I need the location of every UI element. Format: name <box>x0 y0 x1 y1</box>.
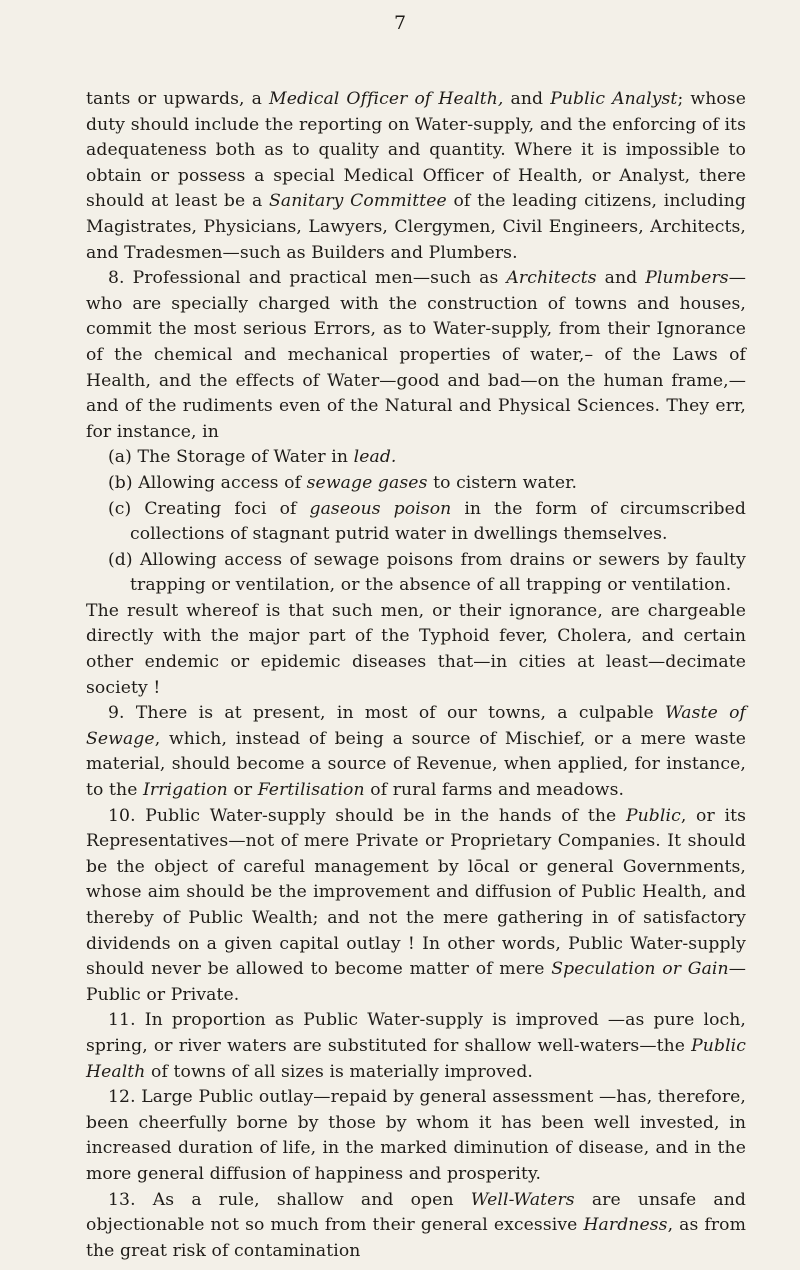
paragraph-9 <box>86 701 746 803</box>
text-run: 9. There is at present, in most of our towns, a culpable <box>108 703 666 724</box>
italic-phrase: Waste of Sewage <box>86 703 746 749</box>
text-run: of the leading citizens, including Magistrates, Physicians, Lawyers, Clergymen, Civil Engineers, Architects, and Tradesmen—such as Builders and Plumbers. <box>86 191 746 263</box>
text-run: The Storage of Water in <box>131 447 354 468</box>
italic-phrase: Public <box>625 805 681 826</box>
text-run: , as from the great risk of contamination <box>86 1215 746 1261</box>
text-run: 13. As a rule, shallow and open <box>108 1189 471 1210</box>
italic-phrase: gaseous poison <box>309 498 452 519</box>
italic-phrase: Architects <box>506 268 597 289</box>
text-run: of rural farms and meadows. <box>364 780 625 801</box>
italic-phrase: Well-Waters <box>470 1189 575 1210</box>
text-run: tants or upwards, a <box>86 89 270 109</box>
text-run: Allowing access of <box>132 472 307 493</box>
paragraph-13 <box>86 1188 746 1265</box>
italic-phrase: Irrigation <box>143 780 228 801</box>
list-item-8b <box>86 471 746 497</box>
list-marker: (a) <box>108 447 132 468</box>
text-run: to cistern water. <box>427 472 578 493</box>
text-run: and <box>596 268 646 289</box>
text-run: 8. Professional and practical men—such as <box>108 268 507 289</box>
italic-phrase: Public Analyst <box>550 89 678 109</box>
italic-phrase: Medical Officer of Health, <box>269 89 504 109</box>
list-marker: (c) <box>108 498 132 519</box>
list-item-8a <box>86 445 746 471</box>
body-text <box>86 87 746 1264</box>
italic-phrase: Fertilisation <box>257 780 365 801</box>
text-run: and <box>503 89 551 109</box>
text-run: in the form of circumscribed collections of stagnant putrid water in dwellings themselves. <box>130 498 746 545</box>
list-marker: (b) <box>108 472 133 493</box>
text-run: ; whose duty should include the reporting on Water-supply, and the enforcing of its adequateness both as to quality and quantity. Where it is impossible to obtain or possess a special Medical Officer of Health, or Analyst, there should at least be a <box>86 89 747 212</box>
text-run: or <box>227 780 258 801</box>
text-run: —Public or Private. <box>86 959 746 1005</box>
text-run: , which, instead of being a source of Mischief, or a mere waste material, should become a source of Revenue, when applied, for instance, to the <box>86 728 746 801</box>
text-run: , or its Representatives—not of mere Private or Proprietary Companies. It should be the object of careful management by lōcal or general Governments, whose aim should be the improvement and diffusion of Public Health, and thereby of Public Wealth; and not the mere gathering in of satisfactory dividends on a given capital outlay ! In other words, Public Water-supply should never be allowed to become matter of mere <box>86 805 746 980</box>
italic-phrase: Hardness <box>583 1215 668 1236</box>
text-run: —who are specially charged with the construction of towns and houses, commit the most serious Errors, as to Water-supply, from their Ignorance of the chemical and mechanical properties of water,– of the Laws of Health, and the effects of Water—good and bad—on the human frame,—and of the rudiments even of the Natural and Physical Sciences. They err, for instance, in <box>86 268 746 442</box>
text-run: of towns of all sizes is materially improved. <box>145 1061 533 1082</box>
page-number: 7 <box>393 12 407 34</box>
list-marker: (d) <box>108 549 133 570</box>
text-run: Creating foci of <box>131 498 310 519</box>
italic-phrase: Sanitary Committee <box>269 191 447 212</box>
text-run: 12. Large Public outlay—repaid by general assessment —has, therefore, been cheerfully borne by those by whom it has been well invested, in increased duration of life, in the marked diminution of disease, and in the more general diffusion of happiness and prosperity. <box>86 1087 746 1184</box>
paragraph-continuation <box>86 87 746 266</box>
text-run: 11. In proportion as Public Water-supply is improved —as pure loch, spring, or river waters are substituted for shallow well-waters—the <box>86 1010 746 1056</box>
paragraph-11 <box>86 1008 746 1085</box>
list-item-8d <box>86 548 746 599</box>
paragraph-8 <box>86 266 746 445</box>
italic-phrase: Speculation or Gain <box>551 959 729 980</box>
text-run: 10. Public Water-supply should be in the hands of the <box>108 805 626 826</box>
paragraph-10 <box>86 804 746 1009</box>
paragraph-8-result <box>86 599 746 701</box>
list-item-8c <box>86 497 746 548</box>
italic-phrase: Public Health <box>86 1035 746 1082</box>
text-run: The result whereof is that such men, or their ignorance, are chargeable directly with the major part of the Typhoid fever, Cholera, and certain other endemic or epidemic diseases that—in cities at least—decimate society ! <box>86 600 746 698</box>
paragraph-12 <box>86 1085 746 1187</box>
text-run: are unsafe and objectionable not so much from their general excessive <box>86 1189 746 1236</box>
italic-phrase: lead. <box>353 447 397 468</box>
text-run: Allowing access of sewage poisons from drains or sewers by faulty trapping or ventilation, or the absence of all trapping or ventilation. <box>130 549 746 596</box>
italic-phrase: Plumbers <box>645 268 729 289</box>
italic-phrase: sewage gases <box>306 472 428 493</box>
